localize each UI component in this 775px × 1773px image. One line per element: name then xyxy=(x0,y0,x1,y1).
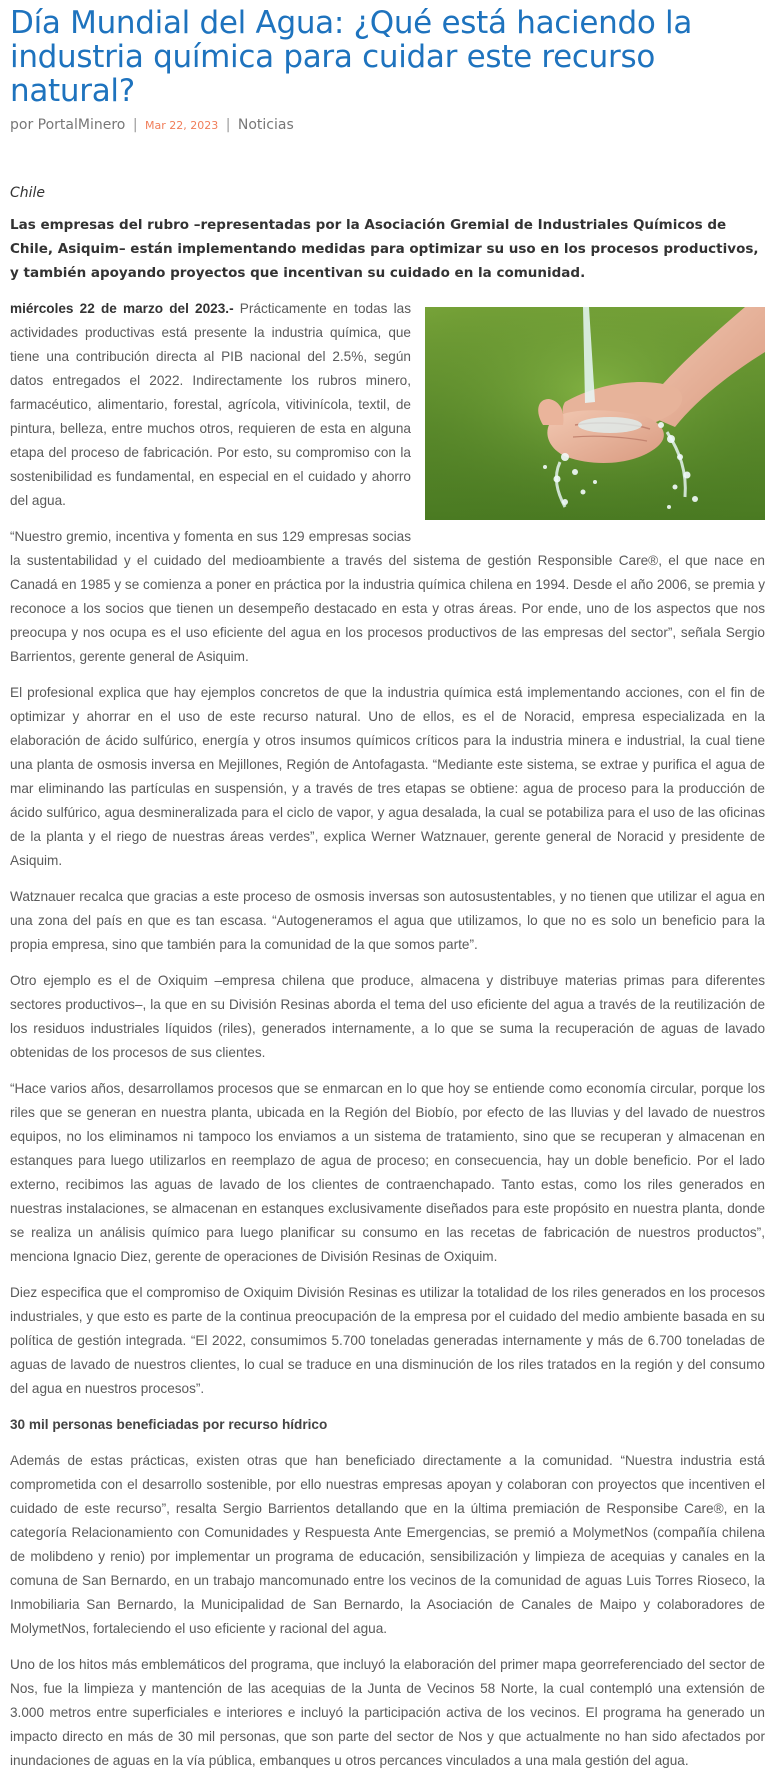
location-tag: Chile xyxy=(10,185,46,201)
paragraph-6: “Hace varios años, desarrollamos procesos que se enmarcan en lo que hoy se entiende como economía circular, porque los riles que se generan en nuestra planta, ubicada en la Región del Biobío, por efecto de las lluvias y del lavado de nuestros equipos, no los eliminamos ni tampoco los enviamos a un sistema de tratamiento, sino que se recuperan y almacenan en estanques para luego utilizarlos en reemplazo de agua de proceso; en consecuencia, hay un doble beneficio. Por el lado externo, recibimos las aguas de lavado de los clientes de contraenchapado. Tanto estas, como los riles generados en nuestras instalaciones, se almacenan en estanques exclusivamente diseñados para este propósito en nuestra planta, donde se realiza un análisis químico para luego planificar su consumo en las recetas de fabricación de nuestros productos”, menciona Ignacio Diez, gerente de operaciones de División Resinas de Oxiquim. xyxy=(10,1081,765,1264)
paragraph-5: Otro ejemplo es el de Oxiquim –empresa chilena que produce, almacena y distribuye materias primas para diferentes sectores productivos–, la que en su División Resinas aborda el tema del uso eficiente del agua a través de la reutilización de los residuos industriales líquidos (riles), generados internamente, a lo que se suma la recuperación de aguas de lavado obtenidas de los procesos de sus clientes. xyxy=(10,973,765,1060)
article-meta xyxy=(10,117,765,137)
dateline: miércoles 22 de marzo del 2023.- xyxy=(10,301,234,316)
article-title: Día Mundial del Agua: ¿Qué está haciendo la industria química para cuidar este recurso natural? xyxy=(10,5,693,109)
meta-by: por xyxy=(10,117,34,133)
author-link[interactable]: PortalMinero xyxy=(37,117,126,133)
paragraph-9: Uno de los hitos más emblemáticos del programa, que incluyó la elaboración del primer mapa georreferenciado del sector de Nos, fue la limpieza y mantención de las acequias de la Junta de Vecinos 58 Norte, la cual contempló una extensión de 3.000 metros entre superficiales e interiores e incluyó la participación activa de los vecinos. El programa ha generado un impacto directo en más de 30 mil personas, que son parte del sector de Nos y que actualmente no han sido afectados por inundaciones de aguas en la vía pública, embanques u otros percances vinculados a una mala gestión del agua. xyxy=(10,1657,765,1768)
section-subheading: 30 mil personas beneficiadas por recurso hídrico xyxy=(10,1417,328,1432)
article-body xyxy=(10,297,765,1773)
publish-date: Mar 22, 2023 xyxy=(145,119,219,132)
water-hands-photo xyxy=(425,307,765,520)
paragraph-7: Diez especifica que el compromiso de Oxiquim División Resinas es utilizar la totalidad de los riles generados en los procesos industriales, y que esto es parte de la continua preocupación de la empresa por el cuidado del medio ambiente basada en su política de gestión integrada. “El 2022, consumimos 5.700 toneladas generadas internamente y más de 6.700 toneladas de aguas de lavado de nuestros clientes, lo cual se traduce en una disminución de los riles tratados en la región y del consumo del agua en nuestros procesos”. xyxy=(10,1285,765,1396)
meta-separator: | xyxy=(225,117,231,133)
paragraph-2: “Nuestro gremio, incentiva y fomenta en sus 129 empresas socias la sustentabilidad y el cuidado del medioambiente a través del sistema de gestión Responsible Care®, el que nace en Canadá en 1985 y se comienza a poner en práctica por la industria química chilena en 1994. Desde el año 2006, se premia y reconoce a los socios que tienen un desempeño destacado en esta y otras áreas. Por ende, uno de los aspectos que nos preocupa y nos ocupa es el uso eficiente del agua en los procesos productivos de las empresas del sector”, señala Sergio Barrientos, gerente general de Asiquim. xyxy=(10,529,765,664)
paragraph-8: Además de estas prácticas, existen otras que han beneficiado directamente a la comunidad. “Nuestra industria está comprometida con el desarrollo sostenible, por ello nuestras empresas apoyan y colaboran con proyectos que incentiven el cuidado de este recurso”, resalta Sergio Barrientos detallando que en la última premiación de Responsibe Care®, en la categoría Relacionamiento con Comunidades y Respuesta Ante Emergencias, se premió a MolymetNos (compañía chilena de molibdeno y renio) por implementar un programa de educación, sensibilización y limpieza de acequias y canales en la comuna de San Bernardo, en un trabajo mancomunado entre los vecinos de la comunidad de aguas Luis Torres Rioseco, la Inmobiliaria San Bernardo, la Municipalidad de San Bernardo, la Asociación de Canales de Maipo y colaboradores de MolymetNos, fortaleciendo el uso eficiente y racional del agua. xyxy=(10,1453,765,1636)
paragraph-3: El profesional explica que hay ejemplos concretos de que la industria química está implementando acciones, con el fin de optimizar y ahorrar en el uso de este recurso natural. Uno de ellos, es el de Noracid, empresa especializada en la elaboración de ácido sulfúrico, energía y otros insumos químicos críticos para la industria minera e industrial, la cual tiene una planta de osmosis inversa en Mejillones, Región de Antofagasta. “Mediante este sistema, se extrae y purifica el agua de mar eliminando las partículas en suspensión, y a través de tres etapas se obtiene: agua de proceso para la producción de ácido sulfúrico, agua desmineralizada para el ciclo de vapor, y agua desalada, la cual se potabiliza para el uso de las oficinas de la planta y el riego de nuestras áreas verdes”, explica Werner Watznauer, gerente general de Noracid y presidente de Asiquim. xyxy=(10,685,765,868)
paragraph-4: Watznauer recalca que gracias a este proceso de osmosis inversas son autosustentables, y no tienen que utilizar el agua en una zona del país en que es tan escasa. “Autogeneramos el agua que utilizamos, lo que no es solo un beneficio para la propia empresa, sino que también para la comunidad de la que somos parte”. xyxy=(10,889,765,952)
category-link[interactable]: Noticias xyxy=(237,117,294,133)
article-page xyxy=(0,6,775,1773)
paragraph-1-text: Prácticamente en todas las actividades productivas está presente la industria química, que tiene una contribución directa al PIB nacional del 2.5%, según datos entregados el 2022. Indirectamente los rubros minero, farmacéutico, alimentario, forestal, agrícola, vitivinícola, textil, de pintura, belleza, entre muchos otros, requieren de esta en alguna etapa del proceso de fabricación. Por esto, su compromiso con la sostenibilidad es fundamental, en especial en el cuidado y ahorro del agua. xyxy=(10,301,411,508)
article-lead: Las empresas del rubro –representadas por la Asociación Gremial de Industriales Químicos de Chile, Asiquim– están implementando medidas para optimizar su uso en los procesos productivos, y también apoyando proyectos que incentivan su cuidado en la comunidad. xyxy=(10,217,759,281)
meta-separator: | xyxy=(132,117,138,133)
